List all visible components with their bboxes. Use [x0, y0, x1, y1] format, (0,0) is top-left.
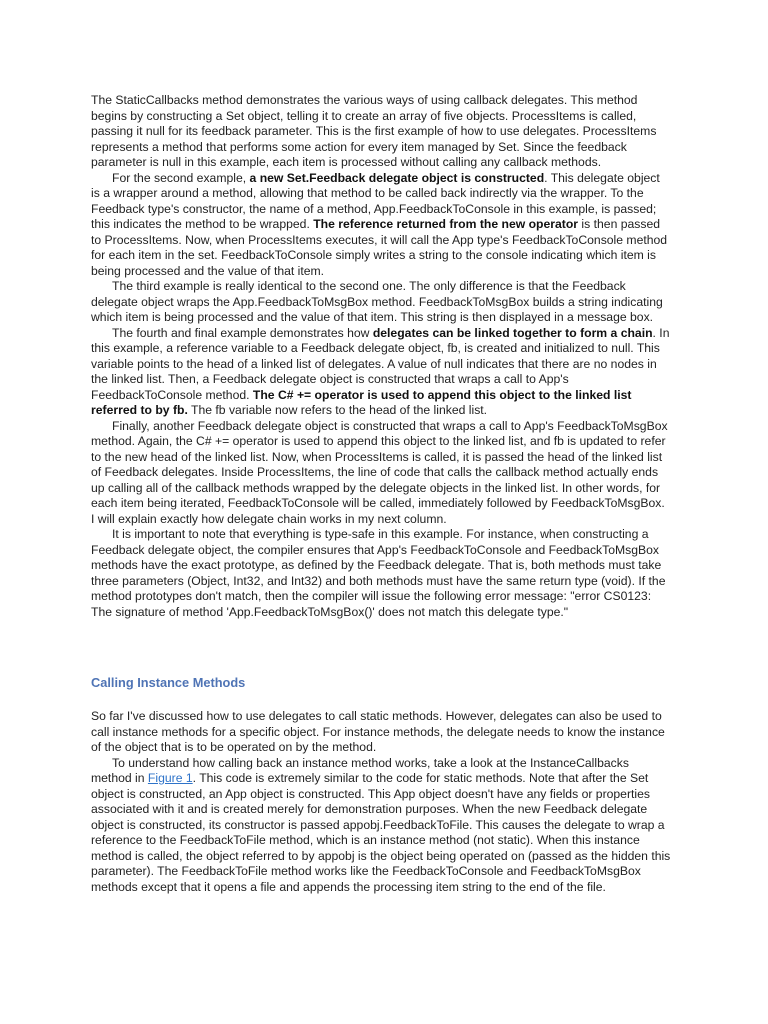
paragraph: [91, 419, 671, 528]
text-run: is then passed to ProcessItems. Now, when ProcessItems executes, it will call the App type's FeedbackToConsole method for each item in the set. FeedbackToConsole simply writes a string to the console indicating which item is being processed and the value of that item.: [91, 217, 668, 278]
text-run: . This code is extremely similar to the code for static methods. Note that after the Set object is constructed, an App object is constructed. This App object doesn't have any fields or properties associated with it and is created merely for demonstration purposes. When the new Feedback delegate object is constructed, its constructor is passed appobj.FeedbackToFile. This causes the delegate to wrap a reference to the FeedbackToFile method, which is an instance method (not static). When this instance method is called, the object referred to by appobj is the object being operated on (passed as the hidden this parameter). The FeedbackToFile method works like the FeedbackToConsole and FeedbackToMsgBox methods except that it opens a file and appends the processing item string to the end of the file.: [91, 771, 671, 894]
text-run: . This delegate object is a wrapper around a method, allowing that method to be called back indirectly via the wrapper. To the Feedback type's constructor, the name of a method, App.FeedbackToConsole in this example, is passed; this indicates the method to be wrapped.: [91, 170, 660, 231]
section-heading: Calling Instance Methods: [91, 675, 246, 690]
text-run: The third example is really identical to the second one. The only difference is that the Feedback delegate object wraps the App.FeedbackToMsgBox method. FeedbackToMsgBox builds a string indicating which item is being processed and the value of that item. This string is then displayed in a message box.: [91, 279, 663, 324]
text-run: . In this example, a reference variable to a Feedback delegate object, fb, is created and initialized to null. This variable points to the head of a linked list of delegates. A value of null indicates that there are no nodes in the linked list. Then, a Feedback delegate object is constructed that wraps a call to App's FeedbackToConsole method.: [91, 325, 670, 402]
text-run: The fourth and final example demonstrates how: [112, 325, 373, 340]
text-run: Finally, another Feedback delegate object is constructed that wraps a call to App's FeedbackToMsgBox method. Again, the C# += operator is used to append this object to the linked list, and fb is updated to refer to the new head of the linked list. Now, when ProcessItems is called, it is passed the head of the linked list of Feedback delegates. Inside ProcessItems, the line of code that calls the callback method actually ends up calling all of the callback methods wrapped by the delegate objects in the linked list. In other words, for each item being iterated, FeedbackToConsole will be called, immediately followed by FeedbackToMsgBox. I will explain exactly how delegate chain works in my next column.: [91, 418, 668, 526]
text-run: It is important to note that everything is type-safe in this example. For instance, when constructing a Feedback delegate object, the compiler ensures that App's FeedbackToConsole and FeedbackToMsgBox methods have the exact prototype, as defined by the Feedback delegate. That is, both methods must take three parameters (Object, Int32, and Int32) and both methods must have the same return type (void). If the method prototypes don't match, then the compiler will issue the following error message: "error CS0123: The signature of method 'App.FeedbackToMsgBox()' does not match this delegate type.": [91, 527, 666, 619]
paragraph: [91, 171, 671, 280]
section-static-callbacks: [91, 93, 671, 620]
text-run: The fb variable now refers to the head of the linked list.: [187, 403, 488, 417]
paragraph: [91, 326, 671, 419]
paragraph: [91, 527, 671, 620]
figure-link[interactable]: Figure 1: [147, 771, 193, 785]
paragraph: [91, 709, 671, 756]
paragraph: [91, 279, 671, 326]
paragraph: [91, 93, 671, 171]
text-run: For the second example,: [112, 170, 250, 185]
text-run: The StaticCallbacks method demonstrates the various ways of using callback delegates. This method begins by constructing a Set object, telling it to create an array of five objects. ProcessItems is called, passing it null for its feedback parameter. This is the first example of how to use delegates. ProcessItems represents a method that performs some action for every item managed by Set. Since the feedback parameter is null in this example, each item is processed without calling any callback methods.: [91, 93, 657, 169]
text-run: To understand how calling back an instance method works, take a look at the InstanceCallbacks method in: [91, 755, 629, 785]
bold-text: delegates can be linked together to form a chain: [372, 325, 653, 340]
bold-text: The C# += operator is used to append this object to the linked list referred to by fb.: [91, 387, 632, 417]
bold-text: The reference returned from the new operator: [313, 217, 579, 231]
paragraph: [91, 756, 671, 896]
text-run: So far I've discussed how to use delegates to call static methods. However, delegates can also be used to call instance methods for a specific object. For instance methods, the delegate needs to know the instance of the object that is to be operated on by the method.: [91, 709, 665, 754]
bold-text: a new Set.Feedback delegate object is constructed: [249, 170, 545, 185]
section-instance-methods: [91, 709, 671, 895]
